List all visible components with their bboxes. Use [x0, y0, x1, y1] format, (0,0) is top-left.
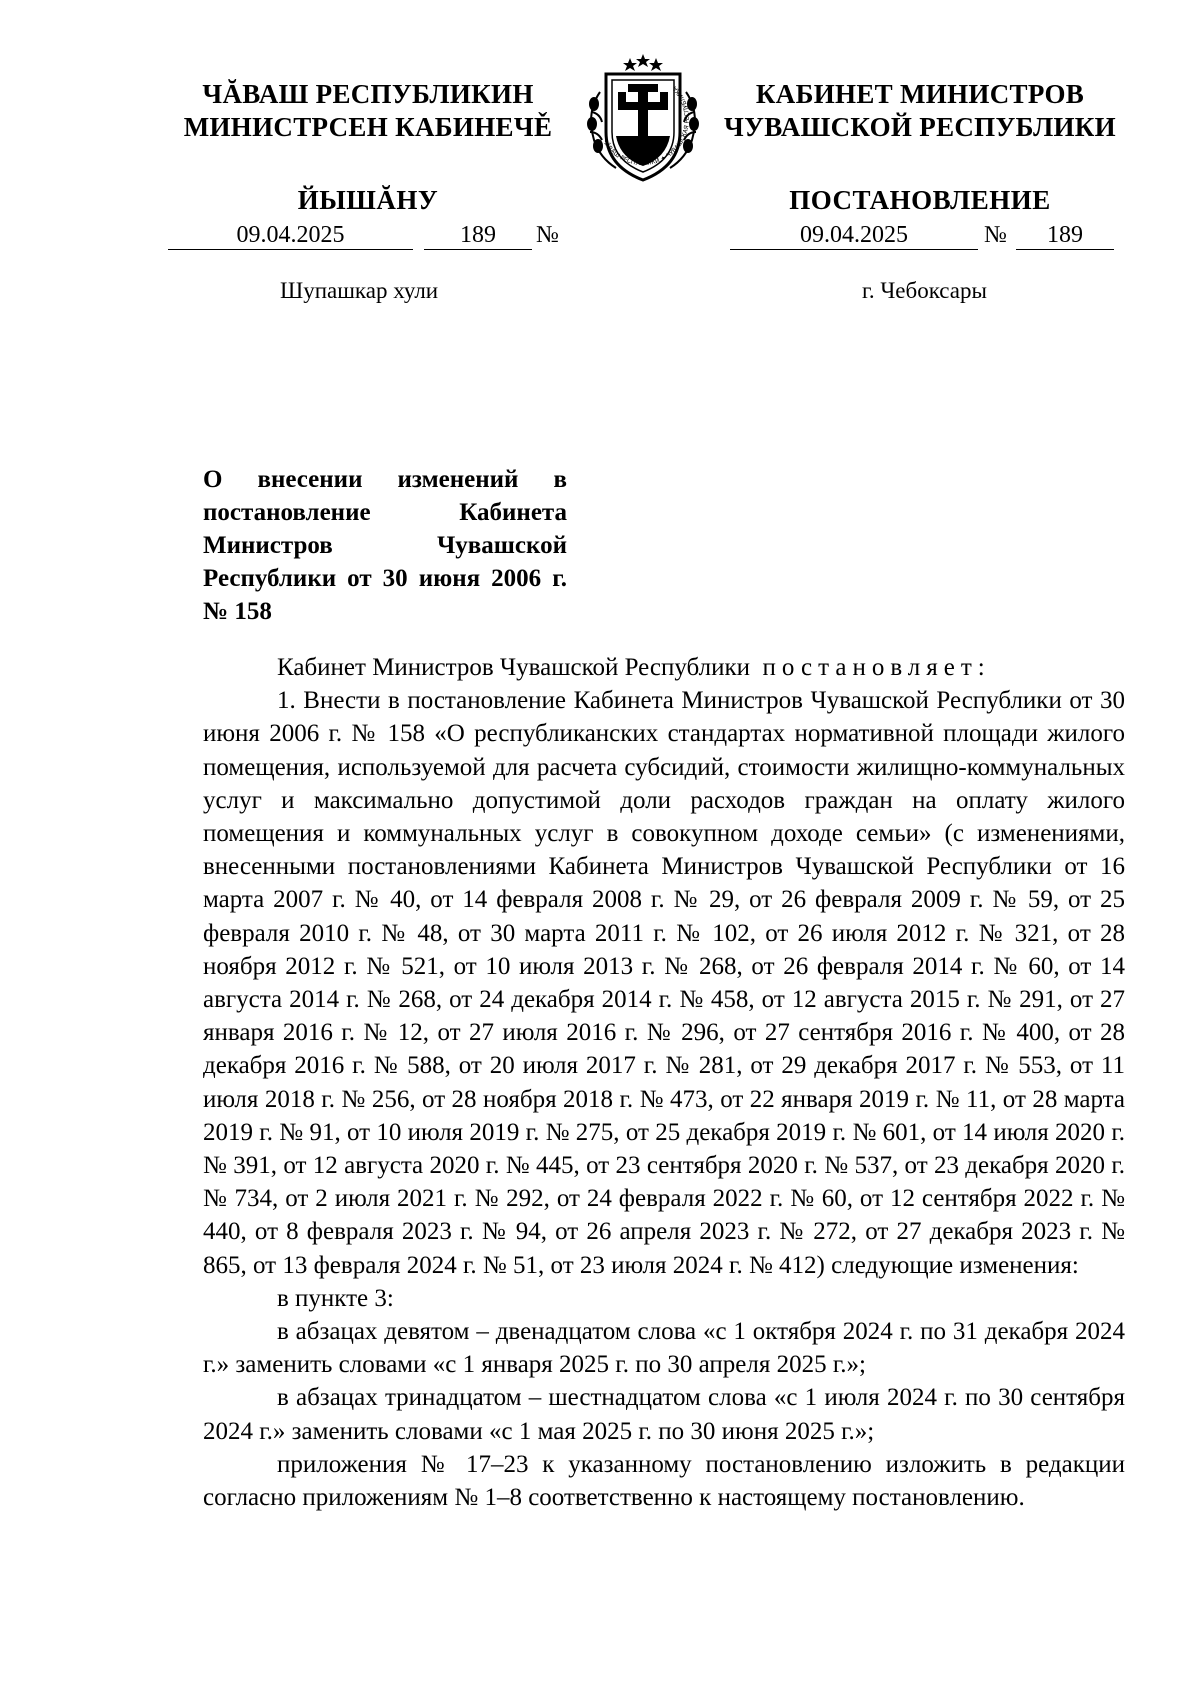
- left-number: 189: [424, 222, 532, 250]
- paragraph-5: приложения № 17–23 к указанному постановлению изложить в редакции согласно приложениям № 1–8 соответственно к настоящему постановлению.: [203, 1450, 1125, 1512]
- left-date: 09.04.2025: [168, 222, 413, 250]
- header-left-line1: ЧĂВАШ РЕСПУБЛИКИН: [202, 79, 534, 109]
- header-right: [720, 78, 1120, 217]
- right-number-sign: №: [984, 222, 1007, 248]
- number-line-right: [600, 222, 1200, 252]
- header-left-line2: МИНИСТРСЕН КАБИНЕЧĚ: [183, 112, 553, 142]
- document-subject: О внесении изменений в постановление Кабинета Министров Чувашской Республики от 30 июня 2006 г. № 158: [203, 466, 567, 625]
- paragraph-4: в абзацах тринадцатом – шестнадцатом слова «с 1 июля 2024 г. по 30 сентября 2024 г.» заменить словами «с 1 мая 2025 г. по 30 июня 2025 г.»;: [203, 1384, 1125, 1445]
- chuvash-emblem-icon: [572, 52, 714, 190]
- right-date: 09.04.2025: [730, 222, 978, 250]
- header-left: [168, 78, 568, 217]
- preamble: [203, 651, 1125, 684]
- place-left: Шупашкар хули: [280, 278, 439, 303]
- header-right-line2: ЧУВАШСКОЙ РЕСПУБЛИКИ: [724, 112, 1116, 142]
- emblem-inscription: ЧĂВАШ РЕСПУБЛИКИ ✦ ЧУВАШСКАЯ РЕСПУБЛИКА: [600, 84, 692, 168]
- preamble-start: Кабинет Министров Чувашской Республики: [277, 654, 751, 681]
- paragraph-1: 1. Внести в постановление Кабинета Министров Чувашской Республики от 30 июня 2006 г. № 158 «О республиканских стандартах нормативной площади жилого помещения, используемой для расчета субсидий, стоимости жилищно-коммунальных услуг и максимально допустимой доли расходов граждан на оплату жилого помещения и коммунальных услуг в совокупном доходе семьи» (с изменениями, внесенными постановлениями Кабинета Министров Чувашской Республики от 16 марта 2007 г. № 40, от 14 февраля 2008 г. № 29, от 26 февраля 2009 г. № 59, от 25 февраля 2010 г. № 48, от 30 марта 2011 г. № 102, от 26 июля 2012 г. № 321, от 28 ноября 2012 г. № 521, от 10 июля 2013 г. № 268, от 26 февраля 2014 г. № 60, от 14 августа 2014 г. № 268, от 24 декабря 2014 г. № 458, от 12 августа 2015 г. № 291, от 27 января 2016 г. № 12, от 27 июля 2016 г. № 296, от 27 сентября 2016 г. № 400, от 28 декабря 2016 г. № 588, от 20 июля 2017 г. № 281, от 29 декабря 2017 г. № 553, от 11 июля 2018 г. № 256, от 28 ноября 2018 г. № 473, от 22 января 2019 г. № 11, от 28 марта 2019 г. № 91, от 10 июля 2019 г. № 275, от 25 декабря 2019 г. № 601, от 14 июля 2020 г. № 391, от 12 августа 2020 г. № 445, от 23 сентября 2020 г. № 537, от 23 декабря 2020 г. № 734, от 2 июля 2021 г. № 292, от 24 февраля 2022 г. № 60, от 12 сентября 2022 г. № 440, от 8 февраля 2023 г. № 94, от 26 апреля 2023 г. № 272, от 27 декабря 2023 г. № 865, от 13 февраля 2024 г. № 51, от 23 июля 2024 г. № 412) следующие изменения:: [203, 687, 1125, 1279]
- right-number: 189: [1016, 222, 1114, 250]
- document-body: [203, 651, 1125, 1514]
- place-right: г. Чебоксары: [862, 278, 987, 303]
- paragraph-2: в пункте 3:: [277, 1284, 394, 1312]
- preamble-verb: постановляет:: [762, 654, 991, 681]
- left-number-sign: №: [536, 222, 559, 248]
- header-left-doc-type: ЙЫШĂНУ: [297, 185, 439, 215]
- number-line-left: [0, 222, 600, 252]
- header-right-line1: КАБИНЕТ МИНИСТРОВ: [755, 79, 1085, 109]
- paragraph-3: в абзацах девятом – двенадцатом слова «с 1 октября 2024 г. по 31 декабря 2024 г.» заменить словами «с 1 января 2025 г. по 30 апреля 2025 г.»;: [203, 1318, 1125, 1379]
- header-right-doc-type: ПОСТАНОВЛЕНИЕ: [789, 185, 1051, 215]
